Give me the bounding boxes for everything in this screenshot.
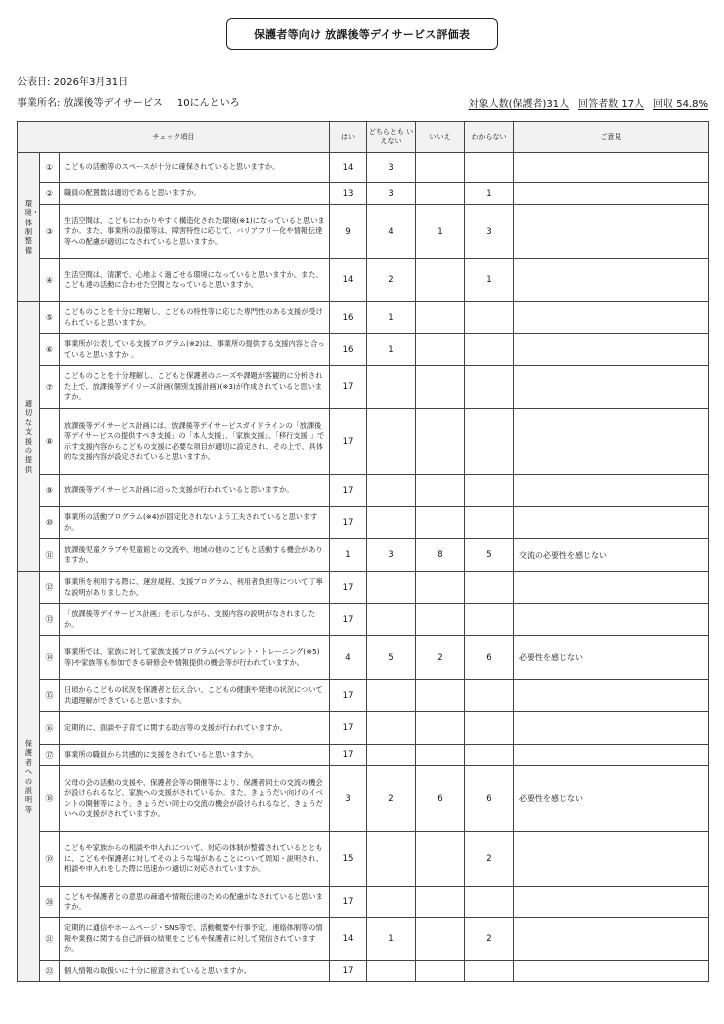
answer-count: 3: [465, 205, 514, 259]
question-text: こどもや家族からの相談や申入れについて、対応の体制が整備されているとともに、こどもや保護者に対してそのような場があることについて周知・説明され、相談や申入れをした際に迅速かつ適切に対応されていますか。: [60, 832, 330, 887]
publish-date: 公表日: 2026年3月31日: [17, 77, 129, 88]
question-number: ⑧: [40, 409, 60, 475]
answer-count: [465, 745, 514, 766]
opinion-cell: [514, 475, 709, 507]
question-number: ⑤: [40, 302, 60, 334]
answer-count: [367, 507, 416, 539]
table-row: [18, 507, 709, 539]
answer-count: 15: [330, 832, 367, 887]
opinion-cell: [514, 572, 709, 604]
category-environment: [18, 153, 40, 302]
answer-count: 2: [367, 259, 416, 302]
answer-count: [465, 680, 514, 712]
table-row: [18, 366, 709, 409]
question-text: こどものことを十分理解し、こどもと保護者のニーズや課題が客観的に分析された上で、放課後等デイリーズ計画(個別支援計画)(※3)が作成されていると思いますか。: [60, 366, 330, 409]
table-row: [18, 539, 709, 572]
answer-count: 2: [416, 636, 465, 680]
opinion-cell: [514, 918, 709, 961]
question-number: ⑳: [40, 887, 60, 918]
table-row: [18, 475, 709, 507]
table-header-row: [18, 122, 709, 153]
answer-count: [367, 604, 416, 636]
answer-count: [465, 334, 514, 366]
question-text: 「放課後等デイサービス計画」を示しながら、支援内容の説明がなされましたか。: [60, 604, 330, 636]
header-yes: はい: [330, 122, 367, 153]
answer-count: 5: [465, 539, 514, 572]
answer-count: [416, 366, 465, 409]
question-number: ⑬: [40, 604, 60, 636]
answer-count: [465, 153, 514, 183]
answer-count: 17: [330, 366, 367, 409]
answer-count: [465, 572, 514, 604]
answer-count: [416, 259, 465, 302]
question-number: ⑦: [40, 366, 60, 409]
table-row: [18, 745, 709, 766]
answer-count: [465, 712, 514, 745]
answer-count: [416, 918, 465, 961]
answer-count: [465, 302, 514, 334]
answer-count: [416, 302, 465, 334]
question-number: ③: [40, 205, 60, 259]
answer-count: 1: [367, 302, 416, 334]
header-neither: どちらとも いえない: [367, 122, 416, 153]
answer-count: [416, 409, 465, 475]
opinion-cell: [514, 712, 709, 745]
answer-count: [367, 680, 416, 712]
opinion-cell: 必要性を感じない: [514, 636, 709, 680]
question-number: ⑮: [40, 680, 60, 712]
answer-count: 3: [330, 766, 367, 832]
question-text: 放課後等デイサービス計画には、放課後等デイサービスガイドラインの「放課後等デイサービスの提供すべき支援」の「本人支援」、「家族支援」、「移行支援 」で示す支援内容からこどもの支援に必要な項目が適切に設定され、その上で、具体的な支援内容が設定されていると思いますか。: [60, 409, 330, 475]
evaluation-table: [17, 121, 709, 982]
answer-count: [416, 153, 465, 183]
question-text: 職員の配置数は適切であると思いますか。: [60, 183, 330, 205]
answer-count: [367, 745, 416, 766]
answer-count: [416, 712, 465, 745]
question-text: こどもの活動等のスペースが十分に確保されていると思いますか。: [60, 153, 330, 183]
answer-count: 17: [330, 475, 367, 507]
question-number: ⑲: [40, 832, 60, 887]
category-label: 保護者への説明等: [24, 739, 33, 814]
answer-count: [416, 745, 465, 766]
header-unknown: わからない: [465, 122, 514, 153]
page-title: 保護者等向け 放課後等デイサービス評価表: [226, 18, 498, 50]
answer-count: 3: [367, 539, 416, 572]
answer-count: 1: [367, 918, 416, 961]
question-text: 放課後児童クラブや児童館との交流や、地域の他のこどもと活動する機会がありますか。: [60, 539, 330, 572]
answer-count: [367, 572, 416, 604]
question-text: 定期的に、面談や子育てに関する助言等の支援が行われていますか。: [60, 712, 330, 745]
answer-count: [465, 409, 514, 475]
question-number: ⑨: [40, 475, 60, 507]
opinion-cell: [514, 887, 709, 918]
answer-count: 4: [367, 205, 416, 259]
opinion-cell: 交流の必要性を感じない: [514, 539, 709, 572]
question-number: ②: [40, 183, 60, 205]
opinion-cell: [514, 302, 709, 334]
table-row: [18, 887, 709, 918]
question-text: 事業所の活動プログラム(※4)が固定化されないよう工夫されていると思いますか。: [60, 507, 330, 539]
office-name: [17, 94, 240, 109]
answer-count: [416, 183, 465, 205]
table-row: [18, 334, 709, 366]
opinion-cell: [514, 680, 709, 712]
answer-count: [465, 604, 514, 636]
table-row: [18, 766, 709, 832]
table-row: [18, 153, 709, 183]
table-row: [18, 680, 709, 712]
question-text: 個人情報の取扱いに十分に留意されていると思いますか。: [60, 961, 330, 982]
opinion-cell: [514, 366, 709, 409]
question-text: 事業所の職員から共感的に支援をされていると思いますか。: [60, 745, 330, 766]
answer-count: [367, 961, 416, 982]
target-count: 対象人数(保護者)31人: [468, 99, 570, 110]
question-text: 事業所を利用する際に、運営規程、支援プログラム、利用者負担等について丁寧な説明がありましたか。: [60, 572, 330, 604]
answer-count: 4: [330, 636, 367, 680]
answer-count: 17: [330, 712, 367, 745]
question-text: 事業所が公表している支援プログラム(※2)は、事業所の提供する支援内容と合っていると思いますか 。: [60, 334, 330, 366]
table-row: [18, 183, 709, 205]
header-item: チェック項目: [18, 122, 330, 153]
respondent-count: 回答者数 17人: [578, 99, 645, 110]
opinion-cell: [514, 961, 709, 982]
answer-count: 1: [367, 334, 416, 366]
answer-count: [416, 475, 465, 507]
answer-count: 16: [330, 334, 367, 366]
answer-count: [465, 961, 514, 982]
question-text: 事業所では、家族に対して家族支援プログラム(ペアレント・トレーニング(※5)等)や家族等も参加できる研修会や情報提供の機会等が行われていますか。: [60, 636, 330, 680]
answer-count: 17: [330, 572, 367, 604]
opinion-cell: [514, 832, 709, 887]
opinion-cell: [514, 334, 709, 366]
table-row: [18, 604, 709, 636]
answer-count: 1: [330, 539, 367, 572]
answer-count: 1: [465, 259, 514, 302]
answer-count: [465, 507, 514, 539]
answer-count: 17: [330, 507, 367, 539]
question-number: ⑯: [40, 712, 60, 745]
answer-count: 2: [465, 832, 514, 887]
office-name-value: 10にんといろ: [176, 98, 240, 109]
answer-count: [416, 961, 465, 982]
answer-count: [465, 887, 514, 918]
question-number: ④: [40, 259, 60, 302]
recovery-rate: 回収 54.8%: [653, 99, 708, 110]
question-text: こどもや保護者との意思の疎通や情報伝達のための配慮がなされていると思いますか。: [60, 887, 330, 918]
answer-count: [416, 334, 465, 366]
category-explanation: [18, 572, 40, 982]
question-number: ㉑: [40, 918, 60, 961]
question-number: ⑥: [40, 334, 60, 366]
question-number: ㉒: [40, 961, 60, 982]
answer-count: 6: [465, 766, 514, 832]
answer-count: [416, 604, 465, 636]
answer-count: 14: [330, 153, 367, 183]
question-number: ⑩: [40, 507, 60, 539]
answer-count: 14: [330, 259, 367, 302]
opinion-cell: [514, 507, 709, 539]
answer-count: 2: [465, 918, 514, 961]
question-number: ⑫: [40, 572, 60, 604]
opinion-cell: [514, 153, 709, 183]
answer-count: [465, 366, 514, 409]
answer-count: 2: [367, 766, 416, 832]
table-row: [18, 712, 709, 745]
table-row: [18, 205, 709, 259]
question-number: ⑱: [40, 766, 60, 832]
question-text: 生活空間は、こどもにわかりやすく構造化された環境(※1)になっていると思いますか。また、事業所の設備等は、障害特性に応じて、バリアフリー化や情報伝達等への配慮が適切になされていると思いますか。: [60, 205, 330, 259]
answer-count: 1: [416, 205, 465, 259]
answer-count: 13: [330, 183, 367, 205]
response-summary: [469, 95, 708, 110]
opinion-cell: [514, 205, 709, 259]
table-row: [18, 832, 709, 887]
answer-count: 17: [330, 745, 367, 766]
opinion-cell: [514, 409, 709, 475]
opinion-cell: [514, 183, 709, 205]
question-text: 日頃からこどもの状況を保護者と伝え合い、こどもの健康や発達の状況について共通理解ができていると思いますか。: [60, 680, 330, 712]
answer-count: 17: [330, 680, 367, 712]
table-row: [18, 961, 709, 982]
answer-count: 3: [367, 153, 416, 183]
header-opinion: ご意見: [514, 122, 709, 153]
answer-count: 5: [367, 636, 416, 680]
question-text: 定期的に通信やホームページ・SNS等で、活動概要や行事予定、連絡体制等の情報や業務に関する自己評価の結果をこどもや保護者に対して発信されていますか。: [60, 918, 330, 961]
answer-count: [367, 832, 416, 887]
question-number: ⑭: [40, 636, 60, 680]
table-row: [18, 259, 709, 302]
answer-count: 9: [330, 205, 367, 259]
answer-count: 17: [330, 409, 367, 475]
table-row: [18, 409, 709, 475]
answer-count: 6: [416, 766, 465, 832]
answer-count: 1: [465, 183, 514, 205]
answer-count: [416, 887, 465, 918]
opinion-cell: [514, 259, 709, 302]
answer-count: [367, 409, 416, 475]
opinion-cell: [514, 604, 709, 636]
answer-count: [465, 475, 514, 507]
question-number: ①: [40, 153, 60, 183]
answer-count: [367, 887, 416, 918]
table-row: [18, 636, 709, 680]
answer-count: [367, 712, 416, 745]
answer-count: 8: [416, 539, 465, 572]
answer-count: [367, 475, 416, 507]
question-text: 放課後等デイサービス計画に沿った支援が行われていると思いますか。: [60, 475, 330, 507]
question-number: ⑪: [40, 539, 60, 572]
answer-count: [367, 366, 416, 409]
answer-count: 17: [330, 604, 367, 636]
answer-count: [416, 832, 465, 887]
office-label: 事業所名: 放課後等デイサービス: [17, 98, 163, 109]
answer-count: 16: [330, 302, 367, 334]
question-text: 父母の会の活動の支援や、保護者会等の開催等により、保護者同士の交流の機会が設けられるなど、家族への支援がされているか。また、きょうだい向けのイベントの開催等により、きょうだい同士の交流の機会が設けられるなど、きょうだいへの支援がされていますか。: [60, 766, 330, 832]
question-number: ⑰: [40, 745, 60, 766]
opinion-cell: 必要性を感じない: [514, 766, 709, 832]
answer-count: 17: [330, 887, 367, 918]
answer-count: 17: [330, 961, 367, 982]
question-text: 生活空間は、清潔で、心地よく過ごせる環境になっていると思いますか。また、こども達の活動に合わせた空間となっていると思いますか。: [60, 259, 330, 302]
header-no: いいえ: [416, 122, 465, 153]
category-label: 環境・体制整備: [24, 198, 39, 255]
category-support: [18, 302, 40, 572]
answer-count: [416, 680, 465, 712]
table-row: [18, 302, 709, 334]
opinion-cell: [514, 745, 709, 766]
table-row: [18, 572, 709, 604]
answer-count: 3: [367, 183, 416, 205]
category-label: 適切な支援の提供: [24, 399, 33, 474]
question-text: こどものことを十分に理解し、こどもの特性等に応じた専門性のある支援が受けられていると思いますか。: [60, 302, 330, 334]
answer-count: 14: [330, 918, 367, 961]
answer-count: [416, 507, 465, 539]
answer-count: 6: [465, 636, 514, 680]
answer-count: [416, 572, 465, 604]
table-row: [18, 918, 709, 961]
